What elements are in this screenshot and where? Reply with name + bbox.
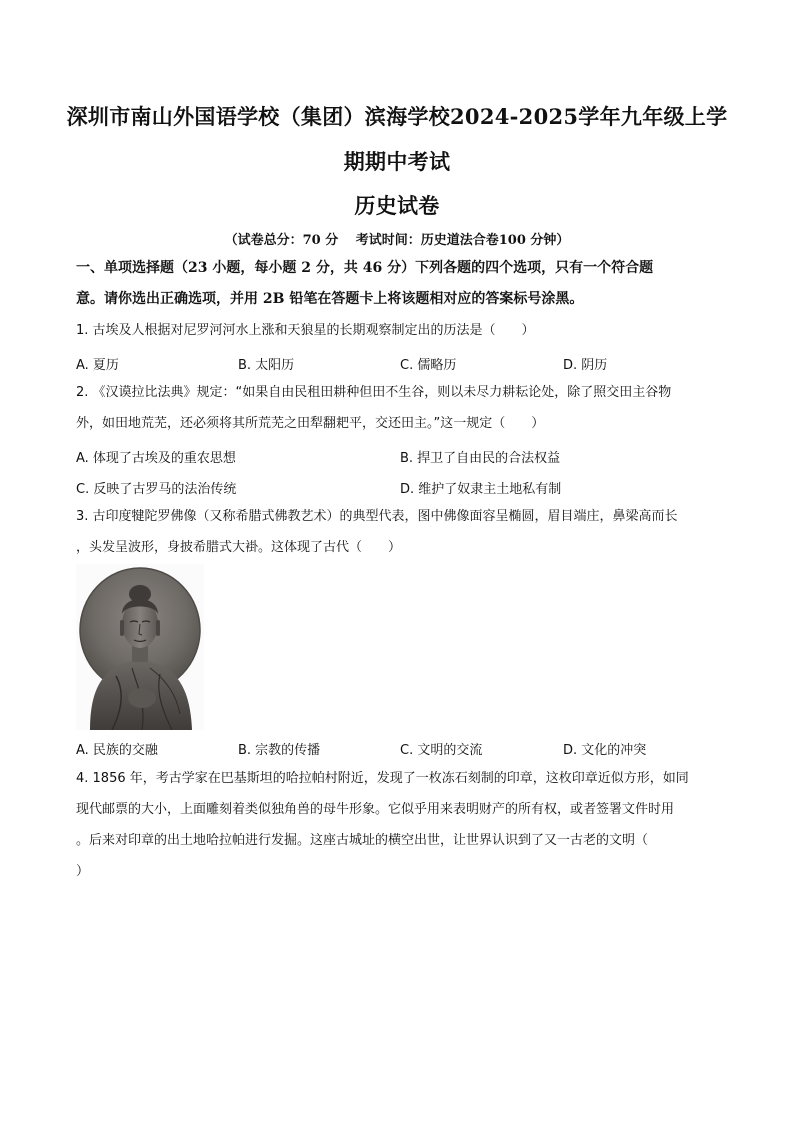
section-instructions-line1: 一、单项选择题（23 小题，每小题 2 分，共 46 分）下列各题的四个选项，只有一个符合题: [76, 260, 654, 276]
question-3-option-a[interactable]: A. 民族的交融: [76, 743, 158, 758]
question-3-stem-line2: ，头发呈波形，身披希腊式大褂。这体现了古代（ ）: [76, 540, 402, 555]
question-1-option-a[interactable]: A. 夏历: [76, 358, 119, 373]
question-3-stem-line1: 3. 古印度犍陀罗佛像（又称希腊式佛教艺术）的典型代表，图中佛像面容呈椭圆，眉目端庄，鼻梁高而长: [76, 509, 678, 524]
question-2-option-c[interactable]: C. 反映了古罗马的法治传统: [76, 482, 237, 497]
exam-subject-title: 历史试卷: [354, 193, 440, 218]
gandhara-buddha-image: [76, 564, 204, 730]
exam-info: （试卷总分：70 分 考试时间：历史道法合卷100 分钟）: [224, 233, 570, 248]
question-3-option-b[interactable]: B. 宗教的传播: [238, 743, 321, 758]
question-2-option-b[interactable]: B. 捍卫了自由民的合法权益: [400, 451, 561, 466]
question-1-stem: 1. 古埃及人根据对尼罗河河水上涨和天狼星的长期观察制定出的历法是（ ）: [76, 323, 535, 338]
question-1-option-c[interactable]: C. 儒略历: [400, 358, 457, 373]
exam-title-line2: 期期中考试: [343, 149, 451, 174]
question-3-option-d[interactable]: D. 文化的冲突: [563, 743, 647, 758]
question-4-stem-line3: 。后来对印章的出土地哈拉帕进行发掘。这座古城址的横空出世，让世界认识到了又一古老的文明（: [76, 833, 649, 848]
question-1-option-d[interactable]: D. 阴历: [563, 358, 608, 373]
buddha-statue-icon: [76, 564, 204, 730]
question-2-option-d[interactable]: D. 维护了奴隶主土地私有制: [400, 482, 562, 497]
exam-title-line1: 深圳市南山外国语学校（集团）滨海学校2024-2025学年九年级上学: [66, 104, 728, 129]
question-2-stem-line2: 外，如田地荒芜，还必须将其所荒芜之田犁翻耙平，交还田主。”这一规定（ ）: [76, 416, 545, 431]
question-4-stem-line1: 4. 1856 年，考古学家在巴基斯坦的哈拉帕村附近，发现了一枚冻石刻制的印章，这枚印章近似方形，如同: [76, 771, 689, 786]
question-3-option-c[interactable]: C. 文明的交流: [400, 743, 483, 758]
question-4-stem-line2: 现代邮票的大小，上面雕刻着类似独角兽的母牛形象。它似乎用来表明财产的所有权，或者签署文件时用: [76, 802, 675, 817]
question-2-option-a[interactable]: A. 体现了古埃及的重农思想: [76, 451, 236, 466]
question-2-stem-line1: 2. 《汉谟拉比法典》规定：“如果自由民租田耕种但田不生谷，则以未尽力耕耘论处，除了照交田主谷物: [76, 385, 672, 400]
section-instructions-line2: 意。请你选出正确选项，并用 2B 铅笔在答题卡上将该题相对应的答案标号涂黑。: [76, 291, 584, 307]
question-4-stem-line4: ）: [76, 864, 90, 879]
question-1-option-b[interactable]: B. 太阳历: [238, 358, 295, 373]
